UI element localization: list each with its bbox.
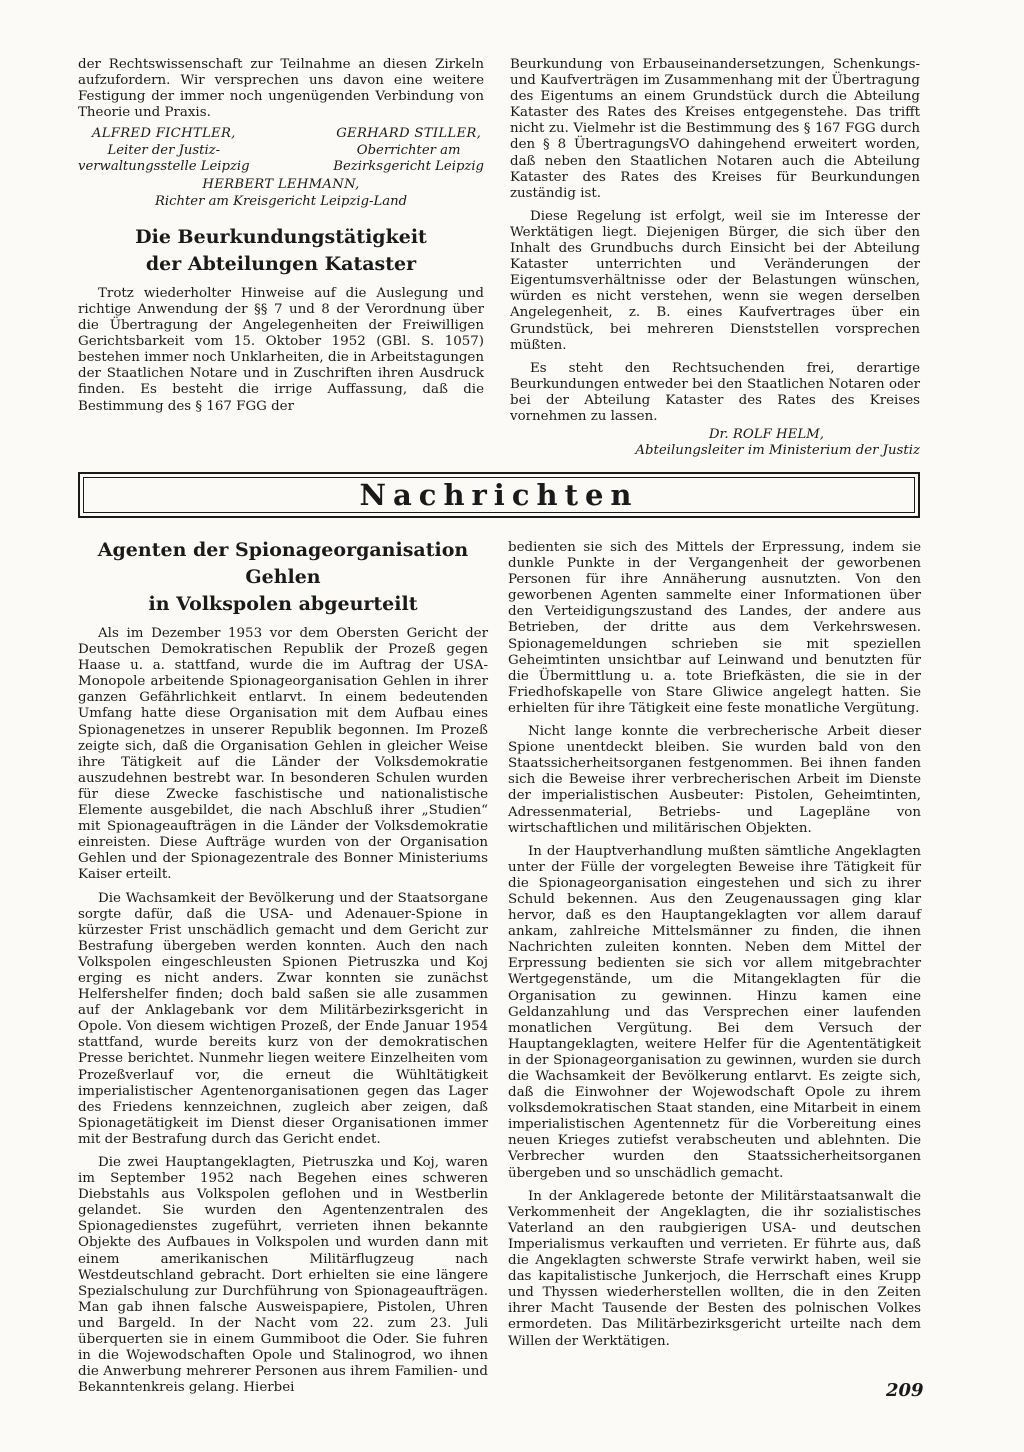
signatures bbox=[78, 126, 484, 209]
section-banner bbox=[78, 472, 920, 518]
banner-title: Nachrichten bbox=[359, 478, 639, 512]
paragraph: Die zwei Hauptangeklagten, Pietruszka und Koj, waren im September 1952 nach Begehen eines schweren Diebstahls aus Volkspolen geflohen und in Westberlin gelandet. Sie wurden den Agentenzentralen des Spionagedienstes zugeführt, verrieten ihnen bekannte Objekte des Aufbaues in Volkspolen und wurden dann mit einem amerikanischen Militärflugzeug nach Westdeutschland gebracht. Dort erhielten sie eine längere Spezialschulung zur Durchführung von Spionageaufträgen. Man gab ihnen falsche Ausweispapiere, Pistolen, Uhren und Bargeld. In der Nacht vom 22. zum 23. Juli überquerten sie in einem Gummiboot die Oder. Sie fuhren in die Wojewodschaften Opole und Stalinogrod, wo ihnen die Anwerbung mehrerer Personen aus ihrem Familien- und Bekanntenkreis gelang. Hierbei bbox=[78, 1155, 488, 1396]
paragraph: Die Wachsamkeit der Bevölkerung und der Staatsorgane sorgte dafür, daß die USA- und Adenauer-Spione in kürzester Frist unschädlich gemacht und dem Gericht zur Bestrafung übergeben werden konnten. Auch den nach Volkspolen eingeschleusten Spionen Pietruszka und Koj erging es nicht anders. Zwar konnten sie zunächst Helfershelfer finden; doch bald saßen sie alle zusammen auf der Anklagebank vor dem Militärbezirksgericht in Opole. Von diesem wichtigen Prozeß, der Ende Januar 1954 stattfand, wurde bereits kurz von der demokratischen Presse berichtet. Nunmehr liegen weitere Einzelheiten vom Prozeßverlauf vor, die erneut die Wühltätigkeit imperialistischer Agentenorganisationen gegen das Lager des Friedens kennzeichnen, zugleich aber zeigen, daß Spionagetätigkeit im Dienst dieser Organisationen immer mit der Bestrafung durch das Gericht endet. bbox=[78, 890, 488, 1147]
signature-helm: Dr. ROLF HELM, Abteilungsleiter im Ministerium der Justiz bbox=[635, 427, 920, 459]
page-number: 209 bbox=[886, 1380, 924, 1401]
paragraph: In der Hauptverhandlung mußten sämtliche Angeklagten unter der Fülle der vorgelegten Beweise ihre Tätigkeit für die Spionageorganisation eingestehen und sich zu ihrer Schuld bekennen. Aus den Zeugenaussagen ging klar hervor, daß es den Hauptangeklagten vor allem darauf ankam, zahlreiche Mittelsmänner zu finden, die ihnen Nachrichten zuleiten konnten. Neben dem Mittel der Erpressung bedienten sie sich vor allem mitgebrachter Wertgegenstände, um die Mitangeklagten für die Organisation zu gewinnen. Hinzu kamen eine Geldanzahlung und das Versprechen einer laufenden monatlichen Vergütung. Bei dem Versuch der Hauptangeklagten, weitere Helfer für die Agententätigkeit in der Spionageorganisation zu gewinnen, wurden sie durch die Wachsamkeit der Bevölkerung entlarvt. Es zeigte sich, daß die Einwohner der Wojewodschaft Opole zu ihrem volksdemokratischen Staat standen, eine Mitarbeit in einem imperialistischen Agentennetz für die Vorbereitung eines neuen Krieges zutiefst verabscheuten und ablehnten. Die Verbrecher wurden den Staatssicherheitsorganen übergeben und so unschädlich gemacht. bbox=[508, 843, 921, 1181]
signature-stiller: GERHARD STILLER, Oberrichter am Bezirksgericht Leipzig bbox=[333, 126, 484, 174]
top-left-column bbox=[78, 57, 484, 422]
paragraph: In der Anklagerede betonte der Militärstaatsanwalt die Verkommenheit der Angeklagten, die ihr sozialistisches Vaterland an den raubgierigen USA- und deutschen Imperialismus verkauften und verrieten. Er führte aus, daß die Angeklagten schwerste Strafe verwirkt haben, weil sie das kapitalistische Junkerjoch, die Herrschaft eines Krupp und Thyssen wiederherstellen wollten, die in den Zeiten ihrer Macht Tausende der Besten des polnischen Volkes ermordeten. Das Militärbezirksgericht urteilte nach dem Willen der Werktätigen. bbox=[508, 1188, 921, 1349]
article-heading: Agenten der Spionageorganisation Gehlen in Volkspolen abgeurteilt bbox=[97, 539, 469, 615]
section-heading-beurkundung: Die Beurkundungstätigkeit der Abteilungen Kataster bbox=[135, 225, 427, 275]
bottom-right-column bbox=[508, 540, 921, 1357]
paragraph: Es steht den Rechtsuchenden frei, derartige Beurkundungen entweder bei den Staatlichen Notaren oder bei der Abteilung Kataster des Rates des Kreises vornehmen zu lassen. bbox=[510, 360, 920, 424]
paragraph: Trotz wiederholter Hinweise auf die Auslegung und richtige Anwendung der §§ 7 und 8 der Verordnung über die Übertragung der Angelegenheiten der Freiwilligen Gerichtsbarkeit vom 15. Oktober 1952 (GBl. S. 1057) bestehen immer noch Unklarheiten, die in Arbeitstagungen der Staatlichen Notare und in Zuschriften ihren Ausdruck finden. Es besteht die irrige Auffassung, daß die Bestimmung des § 167 FGG der bbox=[78, 285, 484, 414]
top-right-column bbox=[510, 57, 920, 459]
bottom-left-column bbox=[78, 537, 488, 1403]
paragraph: Als im Dezember 1953 vor dem Obersten Gericht der Deutschen Demokratischen Republik der Prozeß gegen Haase u. a. stattfand, wurde die im Auftrag der USA-Monopole arbeitende Spionageorganisation Gehlen in ihrer ganzen Gefährlichkeit entlarvt. In einem bedeutenden Umfang hatte diese Organisation mit dem Aufbau eines Spionagenetzes in unserer Republik begonnen. Im Prozeß zeigte sich, daß die Organisation Gehlen in gleicher Weise ihre Tätigkeit auf die Länder der Volksdemokratie auszudehnen bestrebt war. In besonderen Schulen wurden für diese Zwecke faschistische und nationalistische Elemente ausgebildet, die nach Abschluß ihrer „Studien“ mit Spionageaufträgen in die Länder der Volksdemokratie einreisten. Diese Aufträge wurden von der Organisation Gehlen und der Spionagezentrale des Bonner Ministeriums Kaiser erteilt. bbox=[78, 626, 488, 883]
signature-lehmann: HERBERT LEHMANN, Richter am Kreisgericht Leipzig-Land bbox=[154, 177, 408, 209]
paragraph: Diese Regelung ist erfolgt, weil sie im Interesse der Werktätigen liegt. Diejenigen Bürger, die sich über den Inhalt des Grundbuchs durch Einsicht bei der Abteilung Kataster unterrichten und Veränderungen der Eigentumsverhältnisse oder der Belastungen wünschen, würden es nicht verstehen, wenn sie wegen derselben Angelegenheit, z. B. eines Kaufvertrages über ein Grundstück, bei mehreren Dienststellen vorsprechen müßten. bbox=[510, 208, 920, 353]
paragraph: Nicht lange konnte die verbrecherische Arbeit dieser Spione unentdeckt bleiben. Sie wurden bald von den Staatssicherheitsorganen festgenommen. Bei ihnen fanden sich die Beweise ihrer verbrecherischen Arbeit im Dienste der imperialistischen Ausbeuter: Pistolen, Geheimtinten, Adressenmaterial, Betriebs- und Lagepläne von wirtschaftlichen und militärischen Objekten. bbox=[508, 724, 921, 836]
paragraph: Beurkundung von Erbauseinandersetzungen, Schenkungs- und Kaufverträgen im Zusammenhang mit der Übertragung des Eigentums an einem Grundstück durch die Abteilung Kataster des Rates des Kreises entgegenstehe. Das trifft nicht zu. Vielmehr ist die Bestimmung des § 167 FGG durch den § 8 ÜbertragungsVO dahingehend erweitert worden, daß neben den Staatlichen Notaren auch die Abteilung Kataster des Rates des Kreises für Beurkundungen zuständig ist. bbox=[510, 57, 920, 201]
paragraph: der Rechtswissenschaft zur Teilnahme an diesen Zirkeln aufzufordern. Wir versprechen uns davon eine weitere Festigung der immer noch ungenügenden Verbindung von Theorie und Praxis. bbox=[78, 57, 484, 121]
signature-fichtler: ALFRED FICHTLER, Leiter der Justiz- verwaltungsstelle Leipzig bbox=[78, 126, 250, 174]
paragraph: bedienten sie sich des Mittels der Erpressung, indem sie dunkle Punkte in der Vergangenheit der geworbenen Personen für ihre Annäherung ausnutzten. Von den geworbenen Agenten sammelte einer Informationen über den Verteidigungszustand des Landes, der andere aus Betrieben, der dritte aus dem Verkehrswesen. Spionagemeldungen schrieben sie mit speziellen Geheimtinten unsichtbar auf Leinwand und benutzten für die Übermittlung u. a. tote Briefkästen, die sie in der Friedhofskapelle von Stare Gliwice angelegt hatten. Sie erhielten für ihre Tätigkeit eine feste monatliche Vergütung. bbox=[508, 540, 921, 716]
